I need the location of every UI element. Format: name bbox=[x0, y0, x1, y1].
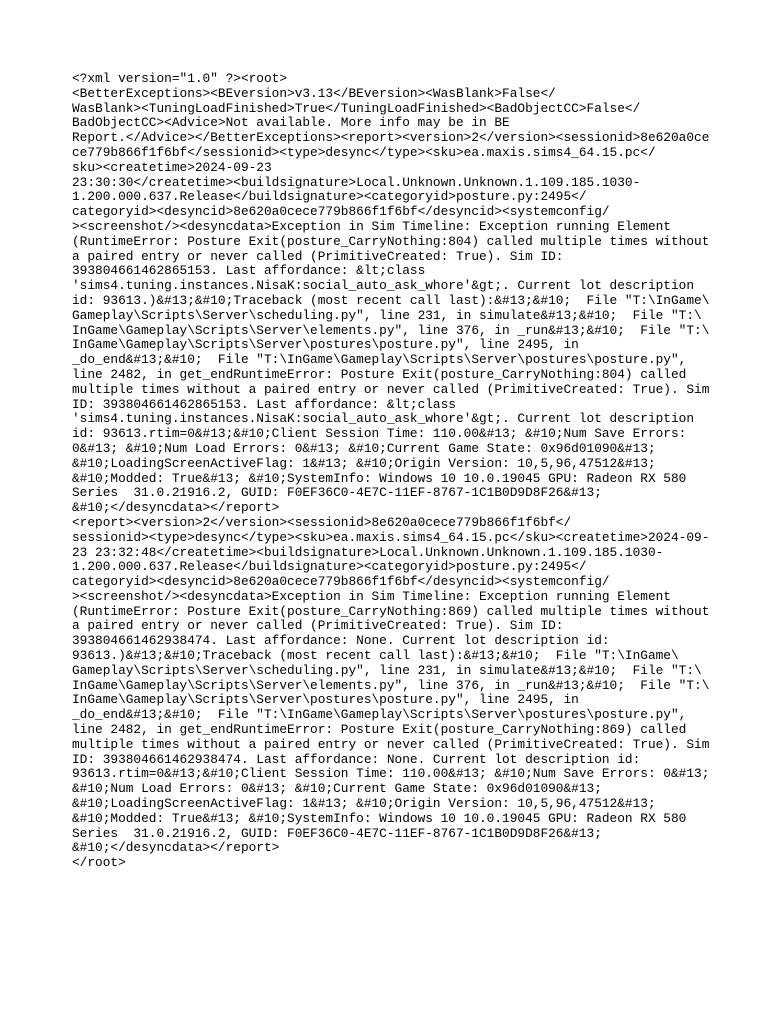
document-line: InGame\Gameplay\Scripts\Server\elements.py", line 376, in _run&#13;&#10; File "T:\ bbox=[72, 322, 710, 338]
document-line: 1.200.000.637.Release</buildsignature><categoryid>posture.py:2495</ bbox=[72, 559, 587, 575]
document-line: categoryid><desyncid>8e620a0cece779b866f1f6bf</desyncid><systemconfig/ bbox=[72, 204, 610, 220]
document-line: (RuntimeError: Posture Exit(posture_CarryNothing:869) called multiple times without bbox=[72, 603, 710, 619]
document-line: line 2482, in get_endRuntimeError: Posture Exit(posture_CarryNothing:804) called bbox=[72, 366, 687, 382]
document-line: &#10;Modded: True&#13; &#10;SystemInfo: Windows 10 10.0.19045 GPU: Radeon RX 580 bbox=[72, 810, 687, 826]
document-line: InGame\Gameplay\Scripts\Server\elements.py", line 376, in _run&#13;&#10; File "T:\ bbox=[72, 677, 710, 693]
document-line: categoryid><desyncid>8e620a0cece779b866f1f6bf</desyncid><systemconfig/ bbox=[72, 574, 610, 590]
document-line: a paired entry or never called (PrimitiveCreated: True). Sim ID: bbox=[72, 248, 564, 264]
document-line: &#10;Num Load Errors: 0&#13; &#10;Current Game State: 0x96d01090&#13; bbox=[72, 781, 602, 797]
document-line: InGame\Gameplay\Scripts\Server\postures\posture.py", line 2495, in bbox=[72, 337, 579, 353]
document-line: 1.200.000.637.Release</buildsignature><categoryid>posture.py:2495</ bbox=[72, 189, 587, 205]
document-line: <report><version>2</version><sessionid>8e620a0cece779b866f1f6bf</ bbox=[72, 514, 572, 530]
document-line: ID: 393804661462865153. Last affordance: &lt;class bbox=[72, 396, 456, 412]
document-line: <?xml version="1.0" ?><root> bbox=[72, 71, 288, 86]
document-line: &#10;LoadingScreenActiveFlag: 1&#13; &#10;Origin Version: 10,5,96,47512&#13; bbox=[72, 455, 656, 471]
document-line: 'sims4.tuning.instances.NisaK:social_auto_ask_whore'&gt;. Current lot description bbox=[72, 278, 695, 294]
document-line: 23:30:30</createtime><buildsignature>Local.Unknown.Unknown.1.109.185.1030- bbox=[72, 174, 641, 190]
document-line: &#10;</desyncdata></report> bbox=[72, 500, 280, 516]
document-line: (RuntimeError: Posture Exit(posture_CarryNothing:804) called multiple times without bbox=[72, 233, 710, 249]
document-line: Gameplay\Scripts\Server\scheduling.py", line 231, in simulate&#13;&#10; File "T:\ bbox=[72, 662, 702, 678]
document-line: _do_end&#13;&#10; File "T:\InGame\Gameplay\Scripts\Server\postures\posture.py", bbox=[72, 707, 687, 723]
document-line: </root> bbox=[72, 855, 126, 871]
document-line: &#10;Modded: True&#13; &#10;SystemInfo: Windows 10 10.0.19045 GPU: Radeon RX 580 bbox=[72, 470, 687, 486]
document-line: 93613.rtim=0&#13;&#10;Client Session Time: 110.00&#13; &#10;Num Save Errors: 0&#13; bbox=[72, 766, 710, 782]
document-line: ID: 393804661462938474. Last affordance: None. Current lot description id: bbox=[72, 751, 641, 767]
document-line: 393804661462938474. Last affordance: None. Current lot description id: bbox=[72, 633, 610, 649]
document-line: 93613.)&#13;&#10;Traceback (most recent call last):&#13;&#10; File "T:\InGame\ bbox=[72, 648, 679, 664]
xml-document-body bbox=[72, 71, 710, 871]
document-line: Series 31.0.21916.2, GUID: F0EF36C0-4E7C-11EF-8767-1C1B0D9D8F26&#13; bbox=[72, 485, 602, 501]
document-line: 'sims4.tuning.instances.NisaK:social_auto_ask_whore'&gt;. Current lot description bbox=[72, 411, 695, 427]
document-line: WasBlank><TuningLoadFinished>True</TuningLoadFinished><BadObjectCC>False</ bbox=[72, 100, 641, 116]
document-line: _do_end&#13;&#10; File "T:\InGame\Gameplay\Scripts\Server\postures\posture.py", bbox=[72, 352, 687, 368]
document-line: 0&#13; &#10;Num Load Errors: 0&#13; &#10;Current Game State: 0x96d01090&#13; bbox=[72, 440, 656, 456]
document-line: Gameplay\Scripts\Server\scheduling.py", line 231, in simulate&#13;&#10; File "T:\ bbox=[72, 307, 702, 323]
document-line: Report.</Advice></BetterExceptions><report><version>2</version><sessionid>8e620a0ce bbox=[72, 130, 710, 146]
document-line: 23 23:32:48</createtime><buildsignature>Local.Unknown.Unknown.1.109.185.1030- bbox=[72, 544, 664, 560]
document-line: InGame\Gameplay\Scripts\Server\postures\posture.py", line 2495, in bbox=[72, 692, 579, 708]
document-line: ><screenshot/><desyncdata>Exception in Sim Timeline: Exception running Element bbox=[72, 588, 671, 604]
document-line: BadObjectCC><Advice>Not available. More info may be in BE bbox=[72, 115, 510, 131]
document-line: &#10;LoadingScreenActiveFlag: 1&#13; &#10;Origin Version: 10,5,96,47512&#13; bbox=[72, 796, 656, 812]
document-line: Series 31.0.21916.2, GUID: F0EF36C0-4E7C-11EF-8767-1C1B0D9D8F26&#13; bbox=[72, 825, 602, 841]
document-line: ce779b866f1f6bf</sessionid><type>desync</type><sku>ea.maxis.sims4_64.15.pc</ bbox=[72, 144, 656, 160]
document-line: <BetterExceptions><BEversion>v3.13</BEversion><WasBlank>False</ bbox=[72, 85, 556, 101]
document-line: line 2482, in get_endRuntimeError: Posture Exit(posture_CarryNothing:869) called bbox=[72, 722, 687, 738]
document-line: 393804661462865153. Last affordance: &lt;class bbox=[72, 263, 426, 279]
document-line: id: 93613.rtim=0&#13;&#10;Client Session Time: 110.00&#13; &#10;Num Save Errors: bbox=[72, 426, 687, 442]
document-line: sessionid><type>desync</type><sku>ea.maxis.sims4_64.15.pc</sku><createtime>2024-09- bbox=[72, 529, 710, 545]
document-line: id: 93613.)&#13;&#10;Traceback (most recent call last):&#13;&#10; File "T:\InGame\ bbox=[72, 292, 710, 308]
document-line: sku><createtime>2024-09-23 bbox=[72, 159, 272, 175]
document-line: multiple times without a paired entry or never called (PrimitiveCreated: True). Sim bbox=[72, 381, 710, 397]
document-line: &#10;</desyncdata></report> bbox=[72, 840, 280, 856]
document-line: ><screenshot/><desyncdata>Exception in Sim Timeline: Exception running Element bbox=[72, 218, 671, 234]
document-line: multiple times without a paired entry or never called (PrimitiveCreated: True). Sim bbox=[72, 736, 710, 752]
document-line: a paired entry or never called (PrimitiveCreated: True). Sim ID: bbox=[72, 618, 564, 634]
